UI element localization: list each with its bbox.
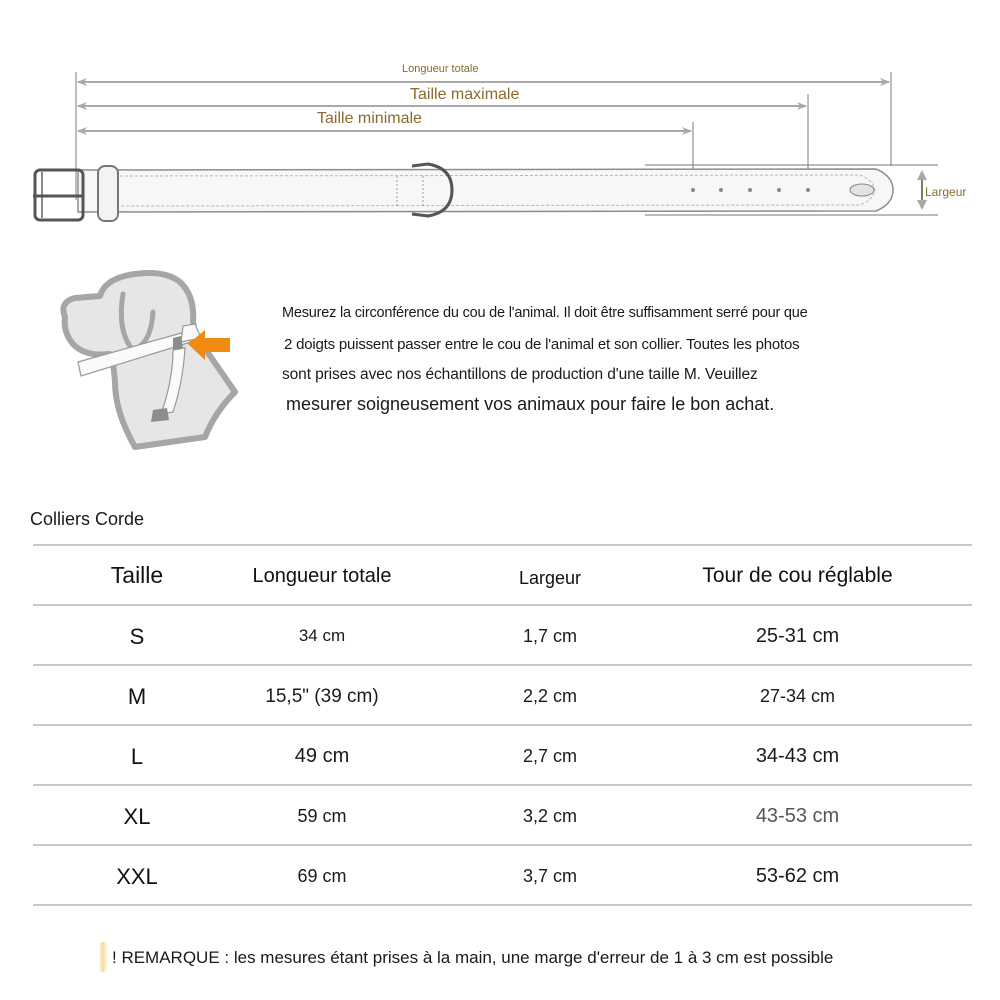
instruction-line-3: sont prises avec nos échantillons de production d'une taille M. Veuillez bbox=[282, 366, 758, 383]
cell-size: XL bbox=[123, 804, 151, 829]
header-width: Largeur bbox=[518, 568, 582, 588]
cell-neck-range: 43-53 cm bbox=[755, 805, 840, 827]
cell-total-length: 49 cm bbox=[294, 745, 350, 767]
table-divider bbox=[33, 784, 972, 786]
header-neck-range: Tour de cou réglable bbox=[702, 564, 893, 587]
table-divider bbox=[33, 664, 972, 666]
width-label: Largeur bbox=[925, 185, 967, 199]
header-total-length: Longueur totale bbox=[252, 565, 392, 587]
cell-size: L bbox=[130, 744, 144, 769]
dog-neck-measurement-illustration bbox=[55, 262, 255, 462]
cell-total-length: 59 cm bbox=[297, 806, 347, 826]
cell-total-length: 69 cm bbox=[297, 866, 347, 886]
cell-size: S bbox=[129, 624, 145, 649]
cell-total-length: 15,5" (39 cm) bbox=[265, 686, 379, 707]
instruction-line-1: Mesurez la circonférence du cou de l'animal. Il doit être suffisamment serré pour que bbox=[282, 305, 808, 321]
brand-plate-icon bbox=[850, 184, 874, 196]
collar-strap bbox=[78, 169, 893, 212]
collar-diagram bbox=[0, 0, 1000, 240]
min-size-label: Taille minimale bbox=[317, 110, 422, 127]
header-size: Taille bbox=[110, 562, 164, 588]
cell-total-length: 34 cm bbox=[298, 626, 346, 645]
instruction-line-2: 2 doigts puissent passer entre le cou de l'animal et son collier. Toutes les photos bbox=[284, 336, 800, 353]
cell-width: 2,2 cm bbox=[522, 686, 578, 706]
cell-neck-range: 34-43 cm bbox=[755, 745, 840, 767]
instruction-line-4: mesurer soigneusement vos animaux pour faire le bon achat. bbox=[286, 394, 775, 414]
cell-width: 3,7 cm bbox=[522, 866, 578, 886]
table-divider bbox=[33, 724, 972, 726]
cell-width: 3,2 cm bbox=[522, 806, 578, 826]
total-length-label: Longueur totale bbox=[402, 63, 479, 75]
max-size-label: Taille maximale bbox=[410, 86, 520, 103]
measurement-note: ! REMARQUE : les mesures étant prises à la main, une marge d'erreur de 1 à 3 cm est possible bbox=[112, 948, 834, 967]
table-divider bbox=[33, 844, 972, 846]
table-divider bbox=[33, 604, 972, 606]
cell-width: 1,7 cm bbox=[522, 626, 578, 646]
cell-size: XXL bbox=[116, 864, 158, 889]
cell-size: M bbox=[127, 684, 147, 709]
table-title: Colliers Corde bbox=[30, 509, 145, 529]
note-highlight-mark bbox=[99, 942, 107, 972]
cell-width: 2,7 cm bbox=[522, 746, 578, 766]
table-divider bbox=[33, 904, 972, 906]
table-divider bbox=[33, 544, 972, 546]
cell-neck-range: 53-62 cm bbox=[755, 865, 840, 887]
keeper-loop bbox=[98, 166, 118, 221]
cell-neck-range: 25-31 cm bbox=[755, 625, 840, 647]
cell-neck-range: 27-34 cm bbox=[759, 686, 836, 706]
